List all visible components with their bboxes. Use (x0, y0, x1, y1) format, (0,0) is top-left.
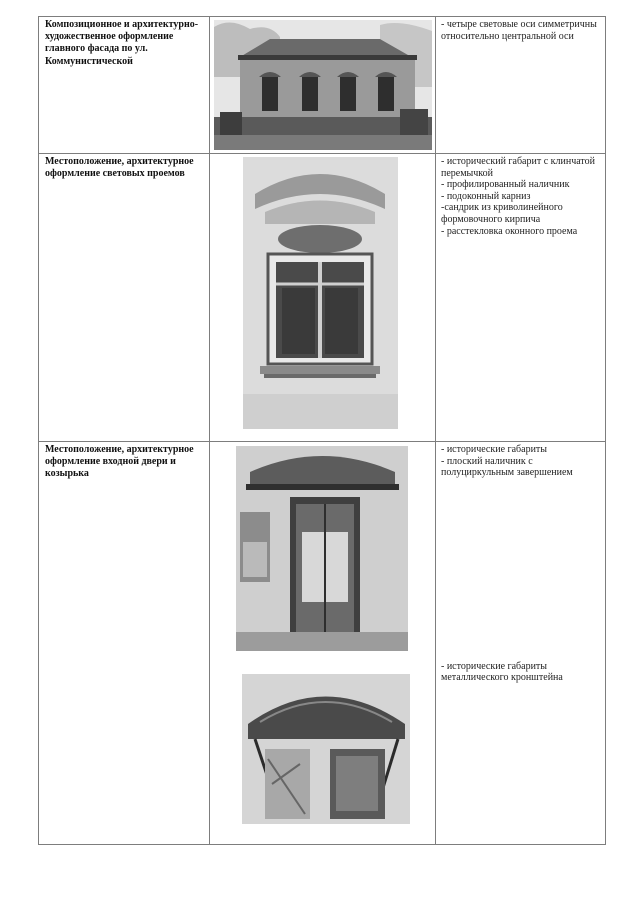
photo-cell (210, 17, 436, 154)
description-cell (436, 442, 606, 845)
label-cell (39, 17, 210, 154)
feature-label: Местоположение, архитектурное оформление входной двери и козырька (45, 444, 194, 480)
window-photo (210, 154, 435, 441)
photo-cell (210, 154, 436, 442)
feature-description: - исторический габарит с клинчатой перемычкой - профилированный наличник - подоконный карниз -сандрик из криволинейного формовочного кирпича - расстекловка оконного проема (441, 156, 596, 237)
door-photo (210, 442, 435, 664)
label-cell (39, 442, 210, 845)
facade-photo (210, 17, 435, 153)
feature-label: Композиционное и архитектурно-художественное оформление главного фасада по ул. Коммунистической (45, 19, 199, 67)
photo-cell (210, 442, 436, 845)
label-cell (39, 154, 210, 442)
feature-description: - четыре световые оси симметричны относительно центральной оси (441, 19, 597, 42)
description-cell (436, 154, 606, 442)
table-row (39, 17, 606, 154)
canopy-photo (210, 664, 435, 844)
table-row (39, 154, 606, 442)
feature-description: - исторические габариты - плоский наличник с полуциркульным завершением (441, 444, 573, 479)
description-cell (436, 17, 606, 154)
feature-label: Местоположение, архитектурное оформление световых проемов (45, 156, 194, 180)
features-table (38, 16, 606, 845)
feature-description-secondary: - исторические габариты металлического кронштейна (441, 660, 563, 684)
table-row (39, 442, 606, 845)
